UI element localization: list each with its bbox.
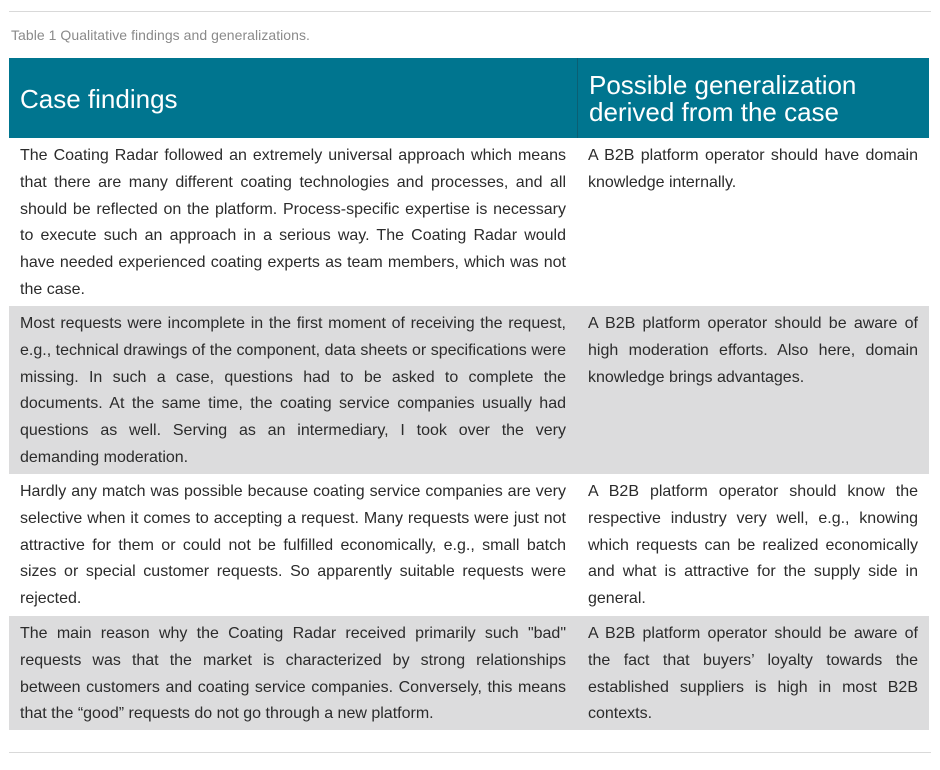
table-row	[9, 306, 929, 474]
bottom-rule	[9, 752, 931, 753]
header-cell-generalization	[577, 58, 929, 138]
table-header	[9, 58, 929, 138]
top-rule	[9, 11, 931, 12]
table-row	[9, 616, 929, 730]
header-generalization-line-1: Possible generalization	[589, 70, 857, 100]
header-generalization-label	[589, 72, 856, 126]
generalization-cell: A B2B platform operator should be aware of the fact that buyers’ loyalty towards the established suppliers is high in most B2B contexts.	[588, 625, 918, 723]
finding-cell: Most requests were incomplete in the first moment of receiving the request, e.g., technical drawings of the component, data sheets or specifications were missing. In such a case, questions had to be asked to complete the documents. At the same time, the coating service companies usually had questions as well. Serving as an intermediary, I took over the very demanding moderation.	[20, 315, 566, 466]
generalization-cell: A B2B platform operator should know the respective industry very well, e.g., knowing which requests can be realized economically and what is attractive for the supply side in general.	[588, 483, 918, 608]
findings-table	[9, 58, 929, 730]
generalization-cell: A B2B platform operator should be aware of high moderation efforts. Also here, domain knowledge brings advantages.	[588, 315, 918, 386]
header-cell-findings	[9, 58, 577, 138]
finding-cell: Hardly any match was possible because coating service companies are very selective when it comes to accepting a request. Many requests were just not attractive for them or could not be fulfilled economically, e.g., small batch sizes or special customer requests. So apparently suitable requests were rejected.	[20, 483, 566, 608]
table-row	[9, 474, 929, 616]
table-row	[9, 138, 929, 306]
finding-cell: The Coating Radar followed an extremely universal approach which means that there are many different coating technologies and processes, and all should be reflected on the platform. Process-specific expertise is necessary to execute such an approach in a serious way. The Coating Radar would have needed experienced coating experts as team members, which was not the case.	[20, 147, 566, 298]
header-findings-label: Case findings	[20, 84, 178, 114]
finding-cell: The main reason why the Coating Radar received primarily such "bad" requests was that the market is characterized by strong relationships between customers and coating service companies. Conversely, this means that the “good” requests do not go through a new platform.	[20, 625, 566, 723]
generalization-cell: A B2B platform operator should have domain knowledge internally.	[588, 147, 918, 191]
header-generalization-line-2: derived from the case	[589, 97, 840, 127]
table-caption: Table 1 Qualitative findings and generalizations.	[11, 27, 310, 43]
